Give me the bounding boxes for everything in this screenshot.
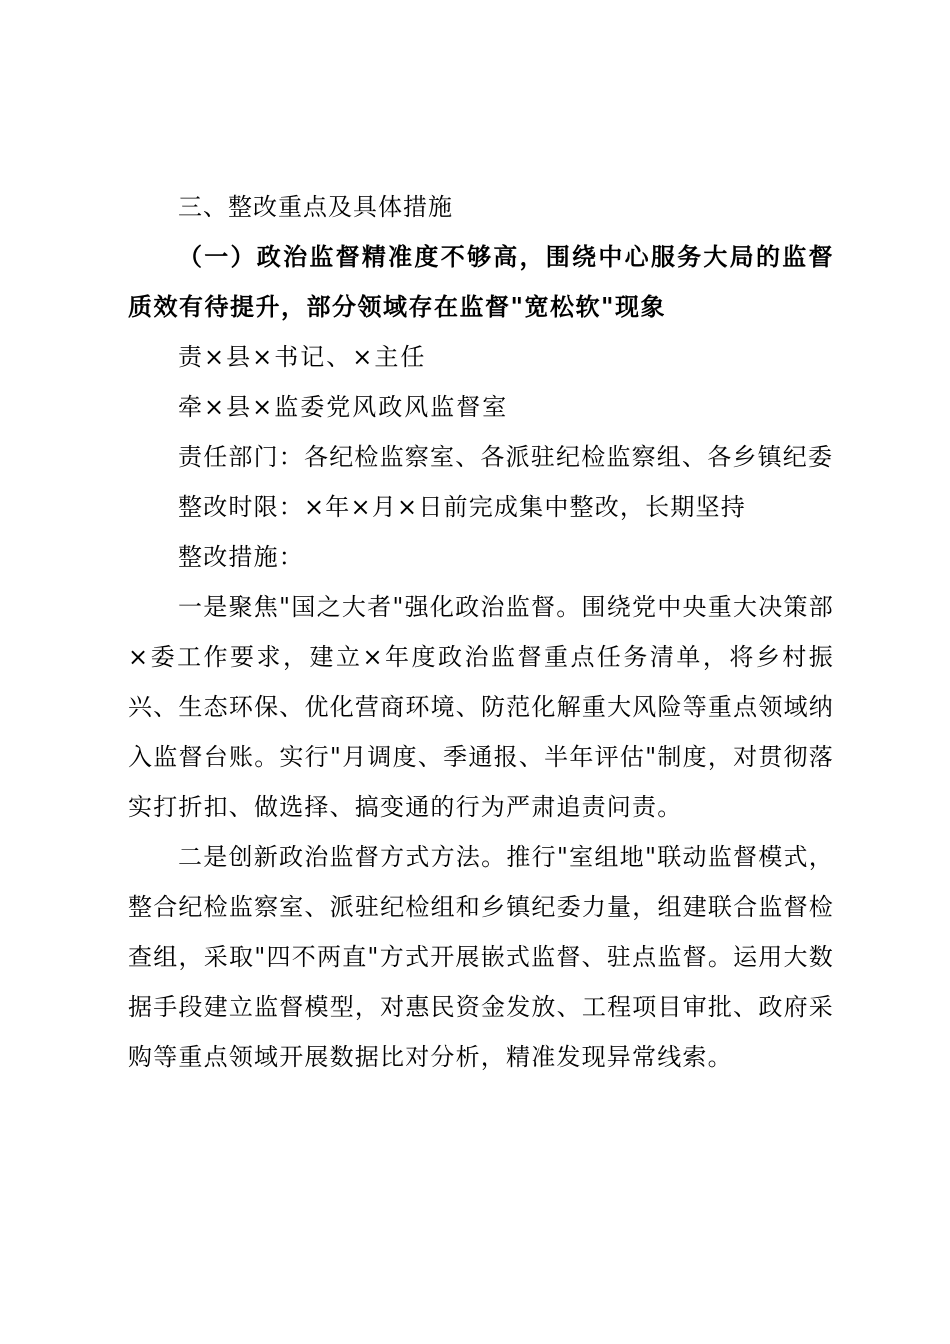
responsible-departments: 责任部门：各纪检监察室、各派驻纪检监察组、各乡镇纪委 <box>178 443 834 471</box>
deadline: 整改时限：×年×月×日前完成集中整改，长期坚持 <box>178 493 746 521</box>
measure-2: 二是创新政治监督方式方法。推行"室组地"联动监督模式，整合纪检监察室、派驻纪检组和乡镇纪委力量，组建联合监督检查组，采取"四不两直"方式开展嵌式监督、驻点监督。运用大数据手段建立监督模型，对惠民资金发放、工程项目审批、政府采购等重点领域开展数据比对分析，精准发现异常线索。 <box>128 843 834 1071</box>
responsible-leader: 责×县×书记、×主任 <box>178 343 427 371</box>
item-heading: （一）政治监督精准度不够高，围绕中心服务大局的监督质效有待提升，部分领域存在监督"宽松软"现象 <box>128 242 834 321</box>
measures-label: 整改措施： <box>178 543 304 571</box>
measure-1: 一是聚焦"国之大者"强化政治监督。围绕党中央重大决策部×委工作要求，建立×年度政治监督重点任务清单，将乡村振兴、生态环保、优化营商环境、防范化解重大风险等重点领域纳入监督台账。实行"月调度、季通报、半年评估"制度，对贯彻落实打折扣、做选择、搞变通的行为严肃追责问责。 <box>128 593 834 821</box>
section-heading: 三、整改重点及具体措施 <box>178 193 453 221</box>
document-body <box>128 182 834 1082</box>
lead-unit: 牵×县×监委党风政风监督室 <box>178 393 509 421</box>
